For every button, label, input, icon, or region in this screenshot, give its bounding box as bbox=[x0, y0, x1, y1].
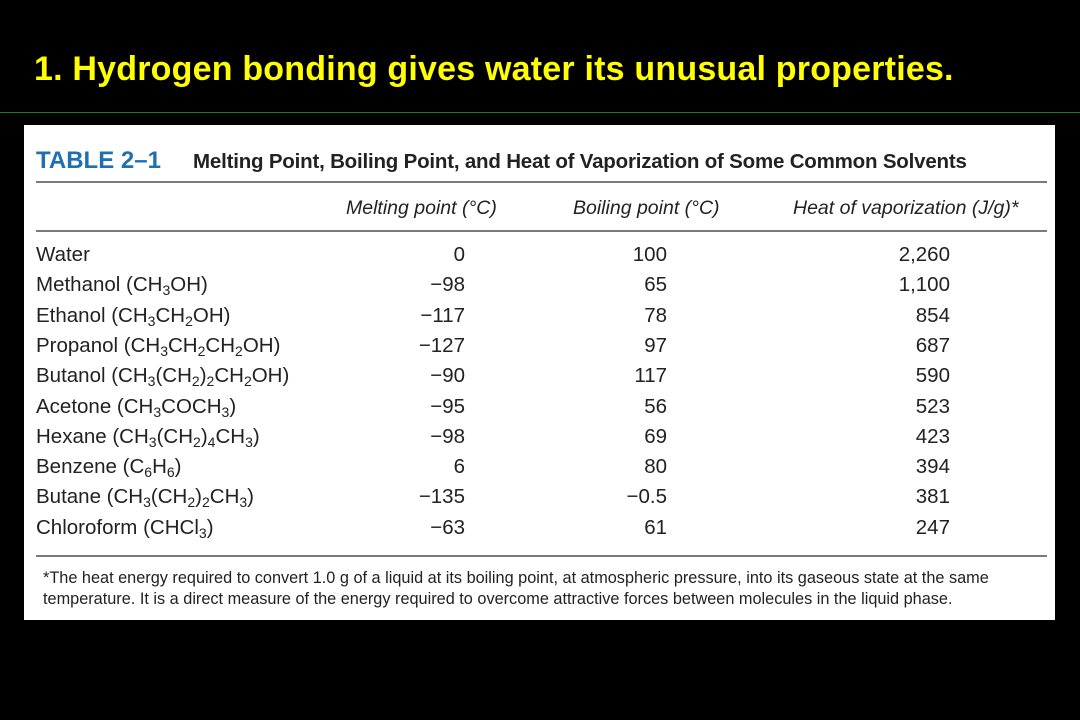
slide-title: 1. Hydrogen bonding gives water its unusual properties. bbox=[34, 50, 954, 88]
solvent-name-subscript: 2 bbox=[193, 433, 201, 450]
solvent-name-subscript: 3 bbox=[153, 403, 162, 420]
solvent-name-text: CH bbox=[168, 333, 198, 357]
table-row bbox=[24, 395, 1055, 425]
solvent-name-subscript: 6 bbox=[144, 464, 153, 481]
solvent-name-subscript: 4 bbox=[207, 433, 216, 450]
boiling-point-value: 97 bbox=[644, 333, 667, 357]
solvent-name bbox=[36, 455, 182, 479]
solvent-name bbox=[36, 516, 214, 540]
boiling-point-value: 78 bbox=[644, 303, 667, 327]
solvent-name-subscript: 2 bbox=[201, 494, 210, 511]
table-row bbox=[24, 485, 1055, 515]
melting-point-value: −117 bbox=[420, 303, 465, 327]
solvent-name-text: ) bbox=[195, 485, 202, 509]
solvent-name-subscript: 3 bbox=[143, 494, 151, 511]
solvent-name-text: Propanol (CH bbox=[36, 333, 161, 357]
solvent-name-text: ) bbox=[247, 485, 254, 509]
melting-point-value: −63 bbox=[430, 515, 465, 539]
table-row bbox=[24, 516, 1055, 546]
heat-of-vaporization-value: 590 bbox=[915, 364, 950, 388]
solvent-name-text: Butane (CH bbox=[36, 485, 144, 509]
solvent-name bbox=[36, 243, 90, 267]
table-footnote: *The heat energy required to convert 1.0 g of a liquid at its boiling point, at atmospheric pressure, into its gaseous state at the same temperature. It is a direct measure of the energy required to overcome attractive forces between molecules in the liquid phase. bbox=[43, 569, 989, 608]
melting-point-value: −90 bbox=[430, 364, 465, 388]
solvent-name-text: CH bbox=[215, 424, 246, 448]
solvent-name-subscript: 3 bbox=[160, 342, 168, 359]
solvent-name-text: CH bbox=[214, 364, 244, 388]
table-number: TABLE 2–1 bbox=[36, 147, 161, 174]
solvent-name bbox=[36, 273, 208, 297]
title-divider bbox=[0, 112, 1080, 113]
boiling-point-value: 80 bbox=[644, 455, 667, 479]
solvent-name-text: ) bbox=[200, 424, 208, 448]
solvent-name-subscript: 3 bbox=[147, 373, 156, 390]
table-row bbox=[24, 243, 1055, 273]
solvent-name-text: Chloroform (CHCl bbox=[36, 515, 199, 539]
solvent-name bbox=[36, 485, 254, 509]
solvent-name-text: CH bbox=[155, 303, 186, 327]
table-heading bbox=[36, 147, 967, 175]
solvent-name-subscript: 2 bbox=[243, 373, 252, 390]
solvent-name-text: (CH bbox=[155, 364, 192, 388]
column-header-melting-point: Melting point (°C) bbox=[346, 197, 497, 219]
boiling-point-value: 117 bbox=[634, 364, 667, 388]
solvent-name-text: Butanol (CH bbox=[36, 364, 148, 388]
solvent-name-subscript: 3 bbox=[239, 494, 248, 511]
heat-of-vaporization-value: 394 bbox=[915, 455, 950, 479]
solvent-name-subscript: 2 bbox=[235, 342, 243, 359]
table-row bbox=[24, 364, 1055, 394]
column-header-boiling-point: Boiling point (°C) bbox=[573, 197, 720, 219]
solvent-name-subscript: 3 bbox=[198, 524, 207, 541]
solvent-name-text: Water bbox=[36, 243, 90, 266]
solvent-name-text: Ethanol (CH bbox=[36, 303, 148, 327]
solvent-name-text: OH) bbox=[242, 333, 281, 357]
solvent-name bbox=[36, 304, 230, 328]
solvent-name-text: Acetone (CH bbox=[36, 394, 154, 418]
solvent-name-text: COCH bbox=[161, 394, 222, 418]
solvent-name-subscript: 3 bbox=[221, 403, 230, 420]
melting-point-value: −98 bbox=[430, 273, 465, 297]
solvent-name-subscript: 2 bbox=[185, 312, 193, 329]
table-row bbox=[24, 455, 1055, 485]
solvent-name-subscript: 2 bbox=[187, 494, 196, 511]
heat-of-vaporization-value: 1,100 bbox=[898, 273, 950, 297]
melting-point-value: −95 bbox=[430, 394, 465, 418]
solvent-name-subscript: 2 bbox=[191, 373, 200, 390]
solvent-name-subscript: 3 bbox=[162, 282, 171, 299]
solvent-name-subscript: 3 bbox=[147, 312, 156, 329]
solvent-name-text: CH bbox=[205, 333, 236, 357]
melting-point-value: 0 bbox=[453, 243, 465, 266]
heat-of-vaporization-value: 687 bbox=[915, 333, 950, 357]
solvent-name-text: ) bbox=[206, 515, 214, 539]
melting-point-value: −98 bbox=[430, 424, 465, 448]
heat-of-vaporization-value: 2,260 bbox=[898, 243, 950, 266]
solvent-name-text: OH) bbox=[192, 303, 231, 327]
solvent-name-subscript: 3 bbox=[245, 433, 253, 450]
boiling-point-value: 61 bbox=[644, 515, 667, 539]
heat-of-vaporization-value: 854 bbox=[915, 303, 950, 327]
solvent-name-text: ) bbox=[199, 364, 207, 388]
solvent-name-text: CH bbox=[209, 485, 240, 509]
solvent-name-text: (CH bbox=[156, 424, 194, 448]
melting-point-value: −127 bbox=[418, 333, 465, 357]
solvent-name-text: OH) bbox=[170, 273, 208, 297]
table-row bbox=[24, 425, 1055, 455]
heat-of-vaporization-value: 247 bbox=[915, 515, 950, 539]
solvent-name bbox=[36, 425, 260, 449]
solvent-name-text: ) bbox=[229, 394, 237, 418]
solvent-name-text: H bbox=[152, 455, 167, 479]
boiling-point-value: 100 bbox=[632, 243, 667, 266]
heat-of-vaporization-value: 423 bbox=[915, 424, 950, 448]
boiling-point-value: 56 bbox=[644, 394, 667, 418]
solvent-name-text: Methanol (CH bbox=[36, 273, 163, 297]
table-row bbox=[24, 304, 1055, 334]
solvent-name-text: OH) bbox=[251, 364, 290, 388]
solvent-name-text: Benzene (C bbox=[36, 455, 145, 479]
table-header-rule bbox=[36, 230, 1047, 232]
boiling-point-value: −0.5 bbox=[626, 485, 667, 509]
solvent-name bbox=[36, 334, 280, 358]
solvent-name-subscript: 3 bbox=[148, 433, 157, 450]
solvent-name-subscript: 6 bbox=[166, 464, 175, 481]
heat-of-vaporization-value: 381 bbox=[915, 485, 950, 509]
solvent-name bbox=[36, 395, 236, 419]
solvent-name-subscript: 2 bbox=[206, 373, 215, 390]
solvent-name-subscript: 2 bbox=[197, 342, 206, 359]
solvent-name-text: ) bbox=[174, 455, 182, 479]
solvent-name-text: Hexane (CH bbox=[36, 424, 149, 448]
table-caption: Melting Point, Boiling Point, and Heat of Vaporization of Some Common Solvents bbox=[193, 150, 967, 173]
melting-point-value: 6 bbox=[453, 455, 465, 479]
boiling-point-value: 69 bbox=[644, 424, 667, 448]
column-header-heat-of-vaporization: Heat of vaporization (J/g)* bbox=[793, 197, 1019, 219]
table-bottom-rule bbox=[36, 555, 1047, 557]
table-row bbox=[24, 334, 1055, 364]
boiling-point-value: 65 bbox=[644, 273, 667, 297]
melting-point-value: −135 bbox=[418, 485, 465, 509]
table-row bbox=[24, 273, 1055, 303]
table-top-rule bbox=[36, 181, 1047, 183]
solvent-name-text: (CH bbox=[150, 485, 188, 509]
solvent-name bbox=[36, 364, 289, 388]
heat-of-vaporization-value: 523 bbox=[915, 394, 950, 418]
table-panel bbox=[24, 125, 1055, 620]
solvent-name-text: ) bbox=[252, 424, 260, 448]
